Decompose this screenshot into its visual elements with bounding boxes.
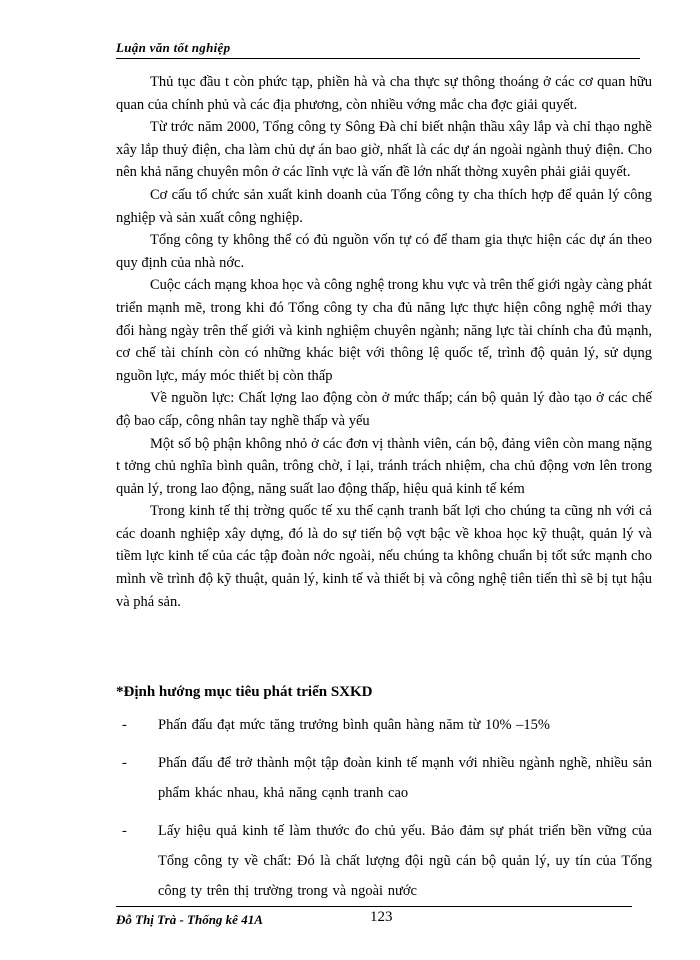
- list-item-text: Lấy hiệu quả kinh tế làm thước đo chủ yếu. Bảo đảm sự phát triển bền vững của Tổng công ty về chất: Đó là chất lượng đội ngũ cán bộ quản lý, uy tín của Tổng công ty trên thị trường trong và ngoài nước: [158, 823, 652, 899]
- paragraph: Cuộc cách mạng khoa học và công nghệ trong khu vực và trên thế giới ngày càng phát triển mạnh mẽ, trong khi đó Tổng công ty cha đủ năng lực thực hiện công nghệ mới thay đổi hàng ngày trên thế giới và kinh nghiệm chuyên ngành; năng lực tài chính cha đủ mạnh, cơ chế tài chính còn có những khác biệt với thông lệ quốc tế, trình độ quản lý, sử dụng nguồn lực, máy móc thiết bị còn thấp: [116, 277, 652, 384]
- bullet-dash: -: [122, 717, 127, 733]
- section-heading: *Định hướng mục tiêu phát triển SXKD: [116, 684, 373, 700]
- header-divider: [116, 58, 640, 59]
- footer-divider: [116, 906, 632, 907]
- paragraph: Trong kinh tế thị trờng quốc tế xu thế cạnh tranh bất lợi cho chúng ta cũng nh với cả các doanh nghiệp xây dựng, đó là do sự tiến bộ vợt bậc về khoa học kỹ thuật, quản lý và tiềm lực kinh tế của các tập đoàn nớc ngoài, nếu chúng ta không chuẩn bị tốt sức mạnh cho mình về trình độ kỹ thuật, quản lý, kinh tế và thiết bị và công nghệ tiên tiến thì sẽ bị tụt hậu và phá sản.: [116, 503, 652, 610]
- bullet-dash: -: [122, 755, 127, 771]
- paragraph: Từ trớc năm 2000, Tổng công ty Sông Đà chỉ biết nhận thầu xây lắp và chỉ thạo nghề xây lắp thuỷ điện, cha làm chủ dự án bao giờ, nhất là các dự án ngoài ngành thuỷ điện. Cho nên khả năng chuyên môn ở các lĩnh vực là vấn đề lớn nhất thờng xuyên phải giải quyết.: [116, 119, 652, 181]
- paragraph: Thủ tục đầu t còn phức tạp, phiền hà và cha thực sự thông thoáng ở các cơ quan hữu quan của chính phủ và các địa phương, còn nhiều vớng mắc cha đợc giải quyết.: [116, 74, 652, 113]
- list-item: [116, 816, 652, 906]
- page-number: 123: [370, 909, 393, 925]
- paragraph: Cơ cấu tổ chức sản xuất kinh doanh của Tổng công ty cha thích hợp để quản lý công nghiệp và sản xuất công nghiệp.: [116, 186, 652, 226]
- goal-list: [116, 710, 652, 914]
- list-item-text: Phấn đấu để trở thành một tập đoàn kinh tế mạnh với nhiều ngành nghề, nhiều sản phẩm khác nhau, khả năng cạnh tranh cao: [158, 755, 652, 801]
- paragraph: Tổng công ty không thể có đủ nguồn vốn tự có để tham gia thực hiện các dự án theo quy định của nhà nớc.: [116, 232, 652, 271]
- bullet-dash: -: [122, 823, 127, 839]
- body-text: [116, 71, 652, 613]
- list-item-text: Phấn đấu đạt mức tăng trưởng bình quân hàng năm từ 10% –15%: [158, 717, 550, 733]
- footer-author: Đỗ Thị Trà - Thống kê 41A: [116, 912, 263, 927]
- paragraph: Một số bộ phận không nhỏ ở các đơn vị thành viên, cán bộ, đảng viên còn mang nặng t tởng chủ nghĩa bình quân, trông chờ, ỉ lại, tránh trách nhiệm, cha chủ động vơn lên trong quản lý, trong lao động, năng suất lao động thấp, hiệu quả kinh tế kém: [116, 435, 652, 497]
- list-item: [116, 748, 652, 808]
- paragraph: Về nguồn lực: Chất lợng lao động còn ở mức thấp; cán bộ quản lý đào tạo ở các chế độ bao cấp, công nhân tay nghề thấp và yếu: [116, 390, 652, 429]
- running-header-title: Luận văn tốt nghiệp: [116, 40, 231, 55]
- list-item: [116, 710, 652, 740]
